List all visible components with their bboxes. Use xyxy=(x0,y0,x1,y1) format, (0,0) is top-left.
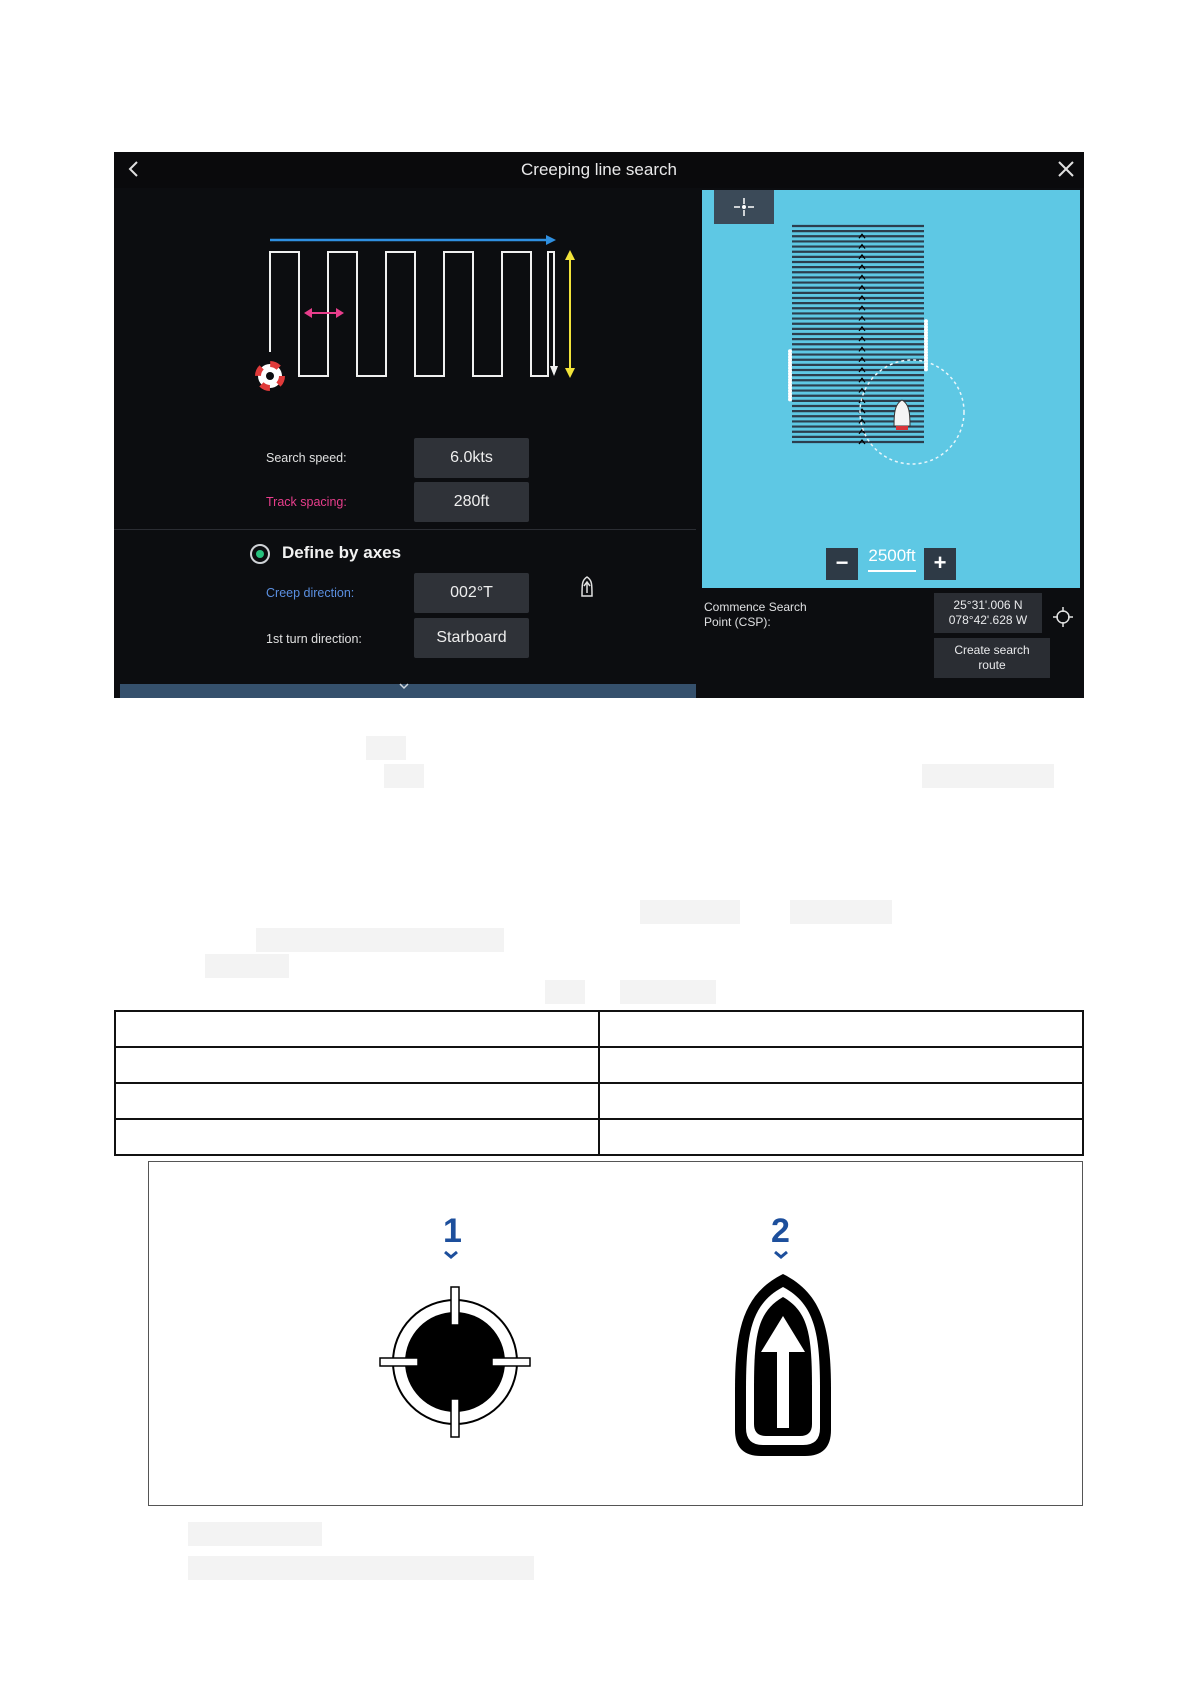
redacted-text xyxy=(256,928,504,952)
create-search-route-button[interactable] xyxy=(934,638,1050,678)
chevron-down-icon xyxy=(443,1250,459,1260)
table-cell xyxy=(115,1011,599,1047)
chart-map[interactable] xyxy=(702,190,1080,588)
chevron-down-icon xyxy=(773,1250,789,1260)
search-speed-button[interactable]: 6.0kts xyxy=(414,438,529,478)
redacted-text xyxy=(188,1556,534,1580)
zoom-in-button[interactable]: + xyxy=(924,548,956,580)
create-search-route-line1: Create search xyxy=(954,643,1030,657)
creep-direction-arrowhead xyxy=(546,235,556,245)
csp-label-line1: Commence Search xyxy=(704,600,807,614)
csp-latitude: 25°31'.006 N xyxy=(953,598,1023,612)
map-vessel-stern xyxy=(896,426,908,430)
redacted-text xyxy=(366,736,406,760)
chevron-down-icon[interactable] xyxy=(398,682,410,692)
map-vessel-icon xyxy=(894,400,910,426)
define-by-axes-radio[interactable] xyxy=(250,544,270,564)
track-end-arrowhead xyxy=(550,366,558,376)
first-turn-label: 1st turn direction: xyxy=(266,632,362,646)
table-cell xyxy=(115,1083,599,1119)
table-cell xyxy=(115,1047,599,1083)
track-spacing-button[interactable]: 280ft xyxy=(414,482,529,522)
create-search-route-line2: route xyxy=(978,658,1006,672)
vessel-heading-icon xyxy=(580,576,594,598)
table-row xyxy=(115,1011,1083,1047)
crosshair-target-icon[interactable] xyxy=(1052,606,1074,628)
zoom-scale-label: 2500ft xyxy=(868,546,916,565)
table-row xyxy=(115,1047,1083,1083)
search-pattern-overlay xyxy=(702,190,1080,588)
section-divider xyxy=(114,529,696,530)
table-cell xyxy=(599,1083,1083,1119)
icon-figure xyxy=(148,1161,1083,1506)
csp-label-line2: Point (CSP): xyxy=(704,615,771,629)
creep-direction-button[interactable]: 002°T xyxy=(414,573,529,613)
table-cell xyxy=(115,1119,599,1155)
redacted-text xyxy=(640,900,740,924)
callout-number-2: 2 xyxy=(771,1212,790,1250)
crosshair-target-icon xyxy=(375,1282,535,1442)
redacted-text xyxy=(790,900,892,924)
search-speed-label: Search speed: xyxy=(266,451,347,465)
csp-longitude: 078°42'.628 W xyxy=(948,613,1028,627)
csp-lifebuoy-icon xyxy=(258,364,282,388)
redacted-text xyxy=(620,980,716,1004)
map-waypoint-dot xyxy=(788,349,792,353)
data-table xyxy=(114,1010,1084,1156)
redacted-text xyxy=(188,1522,322,1546)
redacted-text xyxy=(922,764,1054,788)
zoom-out-button[interactable]: − xyxy=(826,548,858,580)
callout-number-1: 1 xyxy=(443,1212,462,1250)
redacted-text xyxy=(205,954,289,978)
screen-title: Creeping line search xyxy=(521,160,677,179)
settings-panel xyxy=(114,188,696,698)
table-cell xyxy=(599,1011,1083,1047)
table-cell xyxy=(599,1047,1083,1083)
redacted-text xyxy=(545,980,585,1004)
title-bar xyxy=(114,152,1084,188)
table-cell xyxy=(599,1119,1083,1155)
zoom-scale-bar xyxy=(868,570,916,572)
csp-coordinates-button[interactable] xyxy=(934,593,1042,633)
close-icon[interactable] xyxy=(1056,159,1076,179)
vessel-heading-icon xyxy=(731,1270,835,1460)
redacted-text xyxy=(384,764,424,788)
first-turn-button[interactable]: Starboard xyxy=(414,618,529,658)
table-row xyxy=(115,1119,1083,1155)
map-waypoint-dot xyxy=(924,319,928,323)
table-row xyxy=(115,1083,1083,1119)
creep-direction-label: Creep direction: xyxy=(266,586,355,600)
creeping-line-diagram xyxy=(114,188,696,548)
track-spacing-label: Track spacing: xyxy=(266,495,347,509)
csp-label xyxy=(704,600,844,630)
define-by-axes-label: Define by axes xyxy=(282,543,402,562)
creeping-line-search-screenshot xyxy=(114,152,1084,698)
